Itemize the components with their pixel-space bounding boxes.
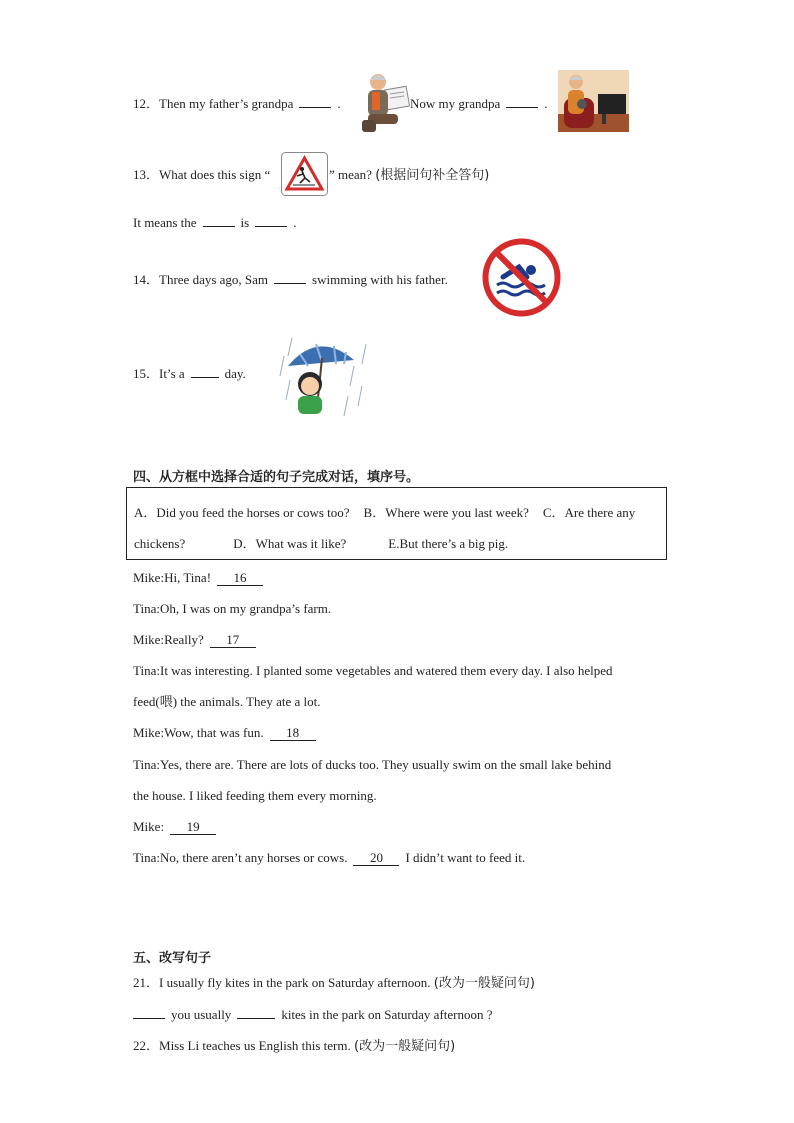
option-b: B．Where were you last week? xyxy=(363,505,529,520)
dialogue-text: Hi, Tina! xyxy=(164,570,212,585)
section-4-title: 四、从方框中选择合适的句子完成对话，填序号。 xyxy=(133,470,420,485)
girl-umbrella-rain-icon xyxy=(278,336,368,418)
question-number: 13． xyxy=(133,167,160,182)
answer-blank-18[interactable]: 18 xyxy=(270,726,316,741)
question-12: 12．Then my father’s grandpa . xyxy=(133,96,341,111)
dialogue-line xyxy=(133,819,216,835)
question-13-part-b xyxy=(329,167,489,184)
question-instruction: (改为一般疑问句) xyxy=(354,1039,456,1054)
answer-blank[interactable] xyxy=(133,1006,165,1019)
options-row-1 xyxy=(134,502,635,521)
answer-text: you usually xyxy=(171,1007,232,1022)
dialogue-line xyxy=(133,694,320,710)
answer-blank[interactable] xyxy=(506,95,538,108)
answer-blank[interactable] xyxy=(299,95,331,108)
dialogue-line xyxy=(133,632,256,648)
section-5-title: 五、改写句子 xyxy=(133,951,212,966)
options-row-2 xyxy=(134,533,508,552)
dialogue-text: It was interesting. I planted some vegetables and watered them every day. I also helped xyxy=(159,663,613,678)
answer-blank-16[interactable]: 16 xyxy=(217,571,263,586)
option-e: E.But there’s a big pig. xyxy=(388,536,509,551)
dialogue-text: Yes, there are. There are lots of ducks too. They usually swim on the small lake behind xyxy=(159,757,612,772)
speaker: Tina: xyxy=(133,601,160,616)
question-12-part-b: Now my grandpa . xyxy=(410,96,548,111)
question-21-answer xyxy=(133,1006,493,1023)
question-text: What does this sign “ xyxy=(159,167,271,182)
question-14 xyxy=(133,271,448,288)
speaker: Tina: xyxy=(133,850,160,865)
question-text: Now my grandpa xyxy=(410,96,501,111)
speaker: Mike: xyxy=(133,725,165,740)
question-21 xyxy=(133,975,535,992)
answer-blank-17[interactable]: 17 xyxy=(210,633,256,648)
question-text: Three days ago, Sam xyxy=(159,272,269,287)
question-13 xyxy=(133,167,270,183)
question-number: 12． xyxy=(133,96,160,111)
question-text: I usually fly kites in the park on Saturday afternoon. xyxy=(159,975,431,990)
question-number: 14． xyxy=(133,272,160,287)
dialogue-text: Oh, I was on my grandpa’s farm. xyxy=(159,601,332,616)
question-number: 21． xyxy=(133,975,160,990)
answer-blank[interactable] xyxy=(203,214,235,227)
speaker: Tina: xyxy=(133,663,160,678)
answer-blank[interactable] xyxy=(237,1006,275,1019)
question-text: Then my father’s grandpa xyxy=(159,96,294,111)
dialogue-line xyxy=(133,788,377,804)
dialogue-text: the house. I liked feeding them every morning. xyxy=(133,788,377,803)
no-swimming-sign-icon xyxy=(481,237,562,318)
answer-text: It means the xyxy=(133,215,197,230)
question-instruction: (改为一般疑问句) xyxy=(433,976,535,991)
answer-blank-20[interactable]: 20 xyxy=(353,851,399,866)
dialogue-line xyxy=(133,570,263,586)
dialogue-line xyxy=(133,725,316,741)
question-22 xyxy=(133,1038,455,1055)
option-d: D．What was it like? xyxy=(233,536,347,551)
dialogue-line xyxy=(133,663,613,679)
answer-text: is xyxy=(240,215,250,230)
question-number: 15． xyxy=(133,366,160,381)
dialogue-text: feed(喂) the animals. They ate a lot. xyxy=(133,694,321,709)
wet-floor-sign-icon xyxy=(281,152,328,196)
question-text: day. xyxy=(224,366,246,381)
dialogue-text: Really? xyxy=(164,632,204,647)
option-a: A．Did you feed the horses or cows too? xyxy=(134,505,350,520)
dialogue-text: No, there aren’t any horses or cows. xyxy=(159,850,348,865)
speaker: Tina: xyxy=(133,757,160,772)
dialogue-text: I didn’t want to feed it. xyxy=(405,850,526,865)
option-c: C．Are there any xyxy=(542,505,636,520)
dialogue-line xyxy=(133,850,525,866)
speaker: Mike: xyxy=(133,632,165,647)
dialogue-line xyxy=(133,601,331,617)
answer-blank[interactable] xyxy=(255,214,287,227)
speaker: Mike: xyxy=(133,570,165,585)
question-text: It’s a xyxy=(159,366,185,381)
question-13-answer: It means the is . xyxy=(133,215,297,230)
option-c-continued: chickens? xyxy=(134,536,186,551)
question-number: 22． xyxy=(133,1038,160,1053)
question-text: swimming with his father. xyxy=(312,272,448,287)
answer-blank[interactable] xyxy=(274,271,306,284)
question-15 xyxy=(133,365,246,382)
options-box xyxy=(126,487,667,560)
grandpa-reading-icon xyxy=(356,70,410,134)
dialogue-text: Wow, that was fun. xyxy=(164,725,264,740)
speaker: Mike: xyxy=(133,819,165,834)
answer-blank-19[interactable]: 19 xyxy=(170,820,216,835)
question-instruction: (根据问句补全答句) xyxy=(375,168,490,183)
answer-text: kites in the park on Saturday afternoon ? xyxy=(281,1007,493,1022)
question-text: ” mean? xyxy=(329,167,372,182)
question-text: Miss Li teaches us English this term. xyxy=(159,1038,351,1053)
dialogue-line xyxy=(133,757,611,773)
answer-blank[interactable] xyxy=(191,365,219,378)
grandpa-tv-icon xyxy=(558,70,629,132)
